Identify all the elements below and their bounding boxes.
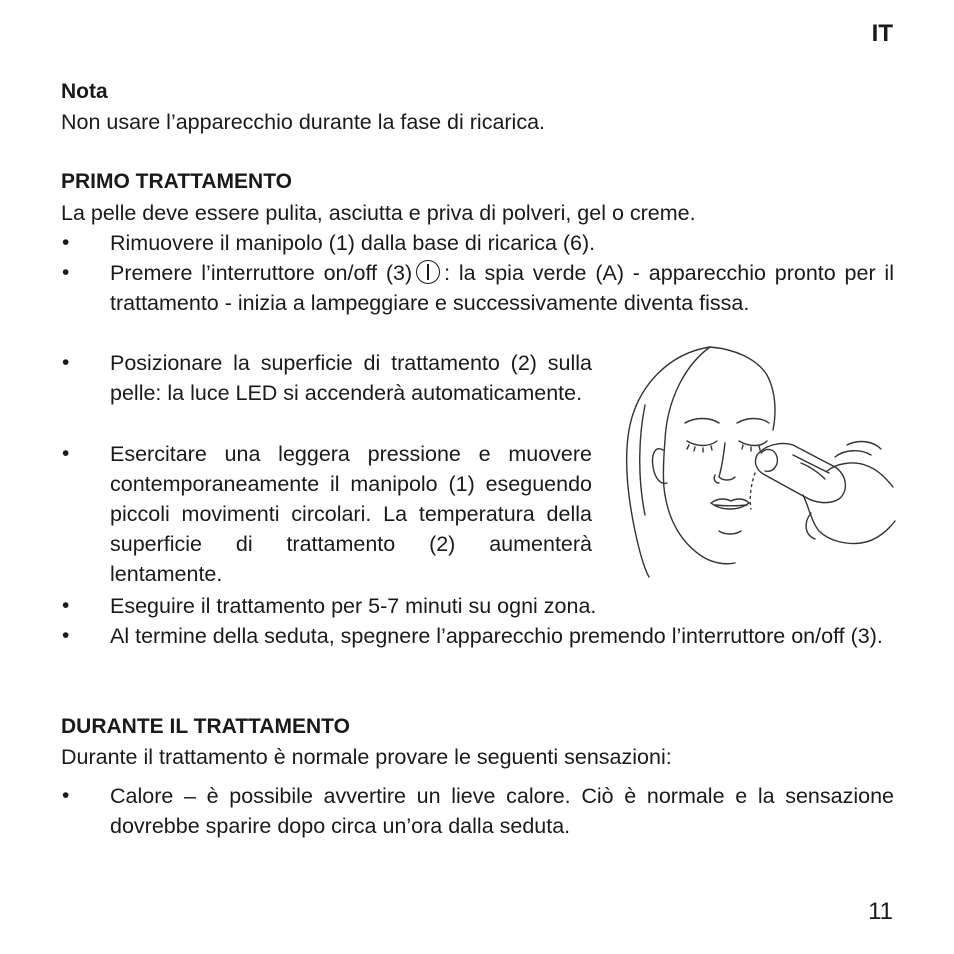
list-item bbox=[62, 621, 894, 651]
face-treatment-illustration bbox=[615, 345, 897, 581]
list-item bbox=[62, 781, 894, 841]
list-item bbox=[62, 348, 592, 408]
section-intro-primo: La pelle deve essere pulita, asciutta e priva di polveri, gel o creme. bbox=[61, 201, 696, 225]
section-title-durante: DURANTE IL TRATTAMENTO bbox=[61, 715, 350, 738]
section-title-primo: PRIMO TRATTAMENTO bbox=[61, 170, 292, 193]
bullet: • bbox=[62, 594, 70, 617]
note-title: Nota bbox=[61, 80, 108, 103]
list-item-text: Esercitare una leggera pressione e muovere contemporaneamente il manipolo (1) eseguendo piccoli movimenti circolari. La temperatura della superficie di trattamento (2) aumenterà lentamente. bbox=[110, 442, 592, 586]
language-code: IT bbox=[871, 20, 893, 47]
list-item bbox=[62, 439, 592, 589]
bullet: • bbox=[62, 351, 70, 374]
power-switch-icon bbox=[416, 260, 440, 284]
list-item-text-part: Premere l’interruttore on/off (3) bbox=[110, 261, 413, 285]
list-item-text: Calore – è possibile avvertire un lieve calore. Ciò è normale e la sensazione dovrebbe sparire dopo circa un’ora dalla seduta. bbox=[110, 784, 894, 838]
list-item bbox=[62, 258, 894, 318]
note-text: Non usare l’apparecchio durante la fase di ricarica. bbox=[61, 110, 546, 134]
list-item-text-part: : la spia verde (A) - apparecchio pronto per il trattamento - inizia a lampeggiare e successivamente diventa fissa. bbox=[110, 261, 894, 315]
list-item-text bbox=[110, 258, 894, 318]
list-item bbox=[62, 228, 894, 258]
list-item-text: Posizionare la superficie di trattamento (2) sulla pelle: la luce LED si accenderà automaticamente. bbox=[110, 351, 592, 405]
bullet: • bbox=[62, 784, 70, 807]
bullet: • bbox=[62, 624, 70, 647]
bullet: • bbox=[62, 231, 70, 254]
page-number: 11 bbox=[868, 898, 893, 925]
list-item-text: Eseguire il trattamento per 5-7 minuti su ogni zona. bbox=[110, 594, 597, 618]
bullet: • bbox=[62, 442, 70, 465]
bullet: • bbox=[62, 261, 70, 284]
list-item-text: Al termine della seduta, spegnere l’apparecchio premendo l’interruttore on/off (3). bbox=[110, 624, 883, 648]
list-item-text: Rimuovere il manipolo (1) dalla base di ricarica (6). bbox=[110, 231, 596, 255]
list-item bbox=[62, 591, 894, 621]
section-intro-durante: Durante il trattamento è normale provare le seguenti sensazioni: bbox=[61, 745, 672, 769]
